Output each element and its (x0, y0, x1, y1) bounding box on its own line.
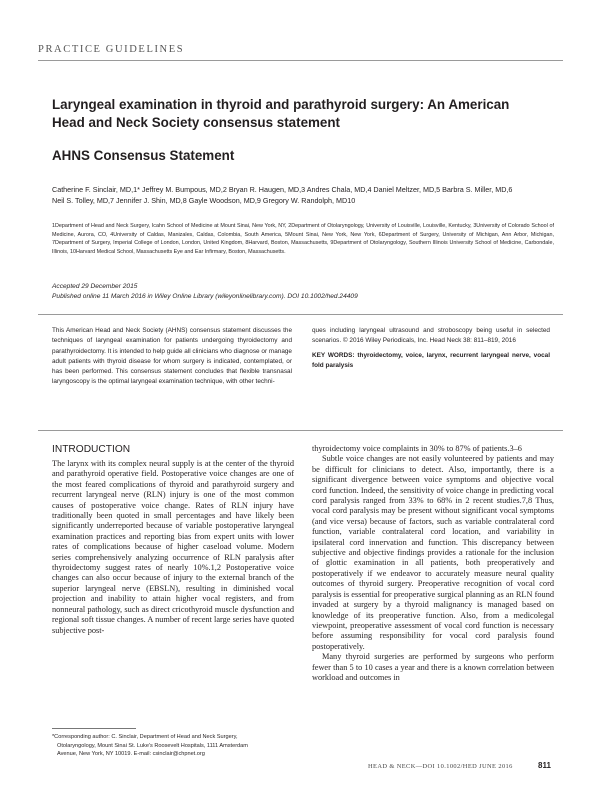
author-line-2: Neil S. Tolley, MD,7 Jennifer J. Shin, MD,8 Gayle Woodson, MD,9 Gregory W. Randolph, MD10 (52, 196, 356, 205)
section-label: PRACTICE GUIDELINES (38, 44, 185, 55)
abstract-left: This American Head and Neck Society (AHNS) consensus statement discusses the techniques of laryngeal examination for patients undergoing thyroidectomy and parathyroidectomy. It is intended to help guide all clinicians who diagnose or manage adult patients with thyroid disease for whom surgery is indicated, contemplated, or has been performed. This consensus statement concludes that flexible transnasal laryngoscopy is the optimal laryngeal examination technique, with other techni- (52, 327, 292, 386)
header-divider (38, 60, 563, 61)
page-number: 811 (538, 761, 551, 770)
abstract-divider-bottom (38, 430, 563, 431)
footnote-line: Avenue, New York, NY 10019. E-mail: csinclair@chpnet.org (57, 751, 205, 758)
article-subtitle: AHNS Consensus Statement (52, 148, 235, 163)
keywords-list: thyroidectomy, voice, larynx, recurrent laryngeal nerve, vocal fold paralysis (312, 351, 550, 369)
abstract-continuation: ques including laryngeal ultrasound and stroboscopy being useful in selected scenarios. © 2016 Wiley Periodicals, Inc. Head Neck 38: 811–819, 2016 (312, 327, 550, 345)
affiliations: 1Department of Head and Neck Surgery, Icahn School of Medicine at Mount Sinai, New York, NY, 2Department of Otolaryngology, University of Louisville, Louisville, Kentucky, 3University of Colorado School of Medicine, Aurora, CO, 4University of Caldas, Manizales, Caldas, Colombia, South America, 5Mount Sinai, New York, New York, 6Department of Surgery, University of Michigan, Ann Arbor, Michigan, 7Department of Surgery, Imperial College of London, London, United Kingdom, 8Harvard, Boston, Massachusetts, 9Department of Otolaryngology, Southern Illinois University School of Medicine, Carbondale, Illinois, 10Harvard Medical School, Massachusetts Eye and Ear Infirmary, Boston, Massachusetts. (52, 223, 554, 255)
body-right-column (312, 444, 554, 683)
running-footer: HEAD & NECK—DOI 10.1002/HED JUNE 2016 (368, 763, 513, 770)
author-list (52, 184, 552, 206)
published-online: Published online 11 March 2016 in Wiley Online Library (wileyonlinelibrary.com). DOI 10.1002/hed.24409 (52, 293, 358, 300)
accepted-date: Accepted 29 December 2015 (52, 283, 138, 290)
article-title: Laryngeal examination in thyroid and parathyroid surgery: An American Head and Neck Society consensus statement (52, 97, 510, 130)
footnote-line: *Corresponding author: C. Sinclair, Department of Head and Neck Surgery, (52, 734, 238, 740)
author-line-1: Catherine F. Sinclair, MD,1* Jeffrey M. Bumpous, MD,2 Bryan R. Haugen, MD,3 Andres Chala, MD,4 Daniel Meltzer, MD,5 Barbra S. Miller, MD,6 (52, 185, 513, 194)
corresponding-author-footnote (52, 733, 292, 759)
paragraph: Subtle voice changes are not easily volunteered by patients and may be difficult for clinicians to detect. Also, importantly, there is a significant divergence between voice symptoms and objective vocal cord function. Indeed, the sensitivity of voice change in predicting vocal cord paralysis ranged from 33% to 68% in 2 recent studies.7,8 Thus, vocal cord paralysis may be present without significant vocal symptoms (and vice versa) because of factors, such as variable contralateral cord function, variable contralateral cord location, and variability in ipsilateral cord innervation and function. This discrepancy between subjective and objective findings provides a rationale for the inclusion of glottic examination in all patients, both preoperatively and postoperatively if we endeavor to accurately measure neural quality outcomes of thyroid surgery. Preoperative recognition of vocal cord paralysis is essential for preoperative surgical planning as an RLN found invaded at surgery by a thyroid malignancy is managed based on knowledge of its preoperative function. Also, from a medicolegal viewpoint, preoperative assessment of vocal cord function is necessary before assuming responsibility for vocal cord paralysis found postoperatively. (312, 454, 554, 651)
intro-heading: INTRODUCTION (52, 444, 131, 455)
paragraph: Many thyroid surgeries are performed by surgeons who perform fewer than 5 to 10 cases a year and there is a known correlation between workload and outcomes in (312, 652, 554, 682)
abstract-right (312, 326, 550, 371)
footnote-divider (52, 728, 136, 729)
publication-dates (52, 282, 552, 302)
footnote-line: Otolaryngology, Mount Sinai St. Luke's Roosevelt Hospitals, 1111 Amsterdam (57, 742, 248, 749)
keywords-label: KEY WORDS: (312, 351, 355, 359)
abstract-divider-top (38, 314, 563, 315)
paragraph: thyroidectomy voice complaints in 30% to 87% of patients.3–6 (312, 444, 522, 453)
body-left-column: The larynx with its complex neural supply is at the center of the thyroid and parathyroid operative field. Postoperative voice changes are one of the most feared complications of thyroid and parathyroid surgery and recurrent laryngeal nerve (RLN) injury is one of the most common causes of postoperative voice change. Rates of RLN injury have traditionally been quoted in small percentages and have likely been significantly underreported because of variable postoperative laryngeal examination practices and reporting bias from expert units with lower rates of complications because of higher caseload volume. Modern series comprehensively analyzing occurrence of RLN paralysis after thyroidectomy suggest rates of nearly 10%.1,2 Postoperative voice changes can also occur because of injury to the external branch of the superior laryngeal nerve (EBSLN), resulting in diminished vocal projection and inability to attain higher vocal registers, and from nonneural pathology, such as direct cricothyroid muscle dysfunction and regional soft tissue changes. A number of recent large series have quoted subjective post- (52, 459, 294, 635)
keywords (312, 351, 550, 372)
